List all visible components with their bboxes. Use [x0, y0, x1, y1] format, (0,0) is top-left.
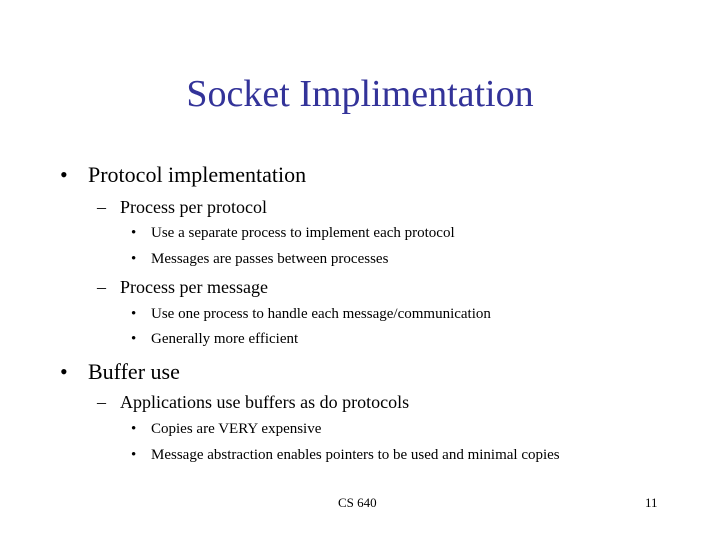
- bullet-icon: •: [131, 331, 137, 347]
- item-separate-process: Use a separate process to implement each protocol: [151, 225, 455, 241]
- dash-icon: –: [97, 392, 106, 412]
- bullet-protocol-implementation: Protocol implementation: [88, 162, 307, 187]
- item-message-abstraction: Message abstraction enables pointers to be used and minimal copies: [151, 447, 560, 463]
- item-messages-passed: Messages are passes between processes: [151, 251, 389, 267]
- bullet-icon: •: [131, 251, 137, 267]
- bullet-icon: •: [131, 421, 137, 437]
- footer-course: CS 640: [338, 495, 377, 510]
- bullet-icon: •: [131, 225, 137, 241]
- bullet-icon: •: [60, 359, 68, 384]
- item-more-efficient: Generally more efficient: [151, 331, 299, 347]
- dash-icon: –: [97, 197, 106, 217]
- slide-title: Socket Implimentation: [186, 73, 534, 115]
- bullet-buffer-use: Buffer use: [88, 359, 180, 384]
- dash-icon: –: [97, 277, 106, 297]
- sub-bullet-process-per-protocol: Process per protocol: [120, 197, 267, 217]
- sub-bullet-process-per-message: Process per message: [120, 277, 268, 297]
- bullet-icon: •: [131, 447, 137, 463]
- bullet-icon: •: [131, 306, 137, 322]
- item-copies-expensive: Copies are VERY expensive: [151, 421, 322, 437]
- footer-page-number: 11: [645, 495, 658, 510]
- sub-bullet-applications-buffers: Applications use buffers as do protocols: [120, 392, 410, 412]
- bullet-icon: •: [60, 162, 68, 187]
- item-one-process-per-message: Use one process to handle each message/communication: [151, 306, 491, 322]
